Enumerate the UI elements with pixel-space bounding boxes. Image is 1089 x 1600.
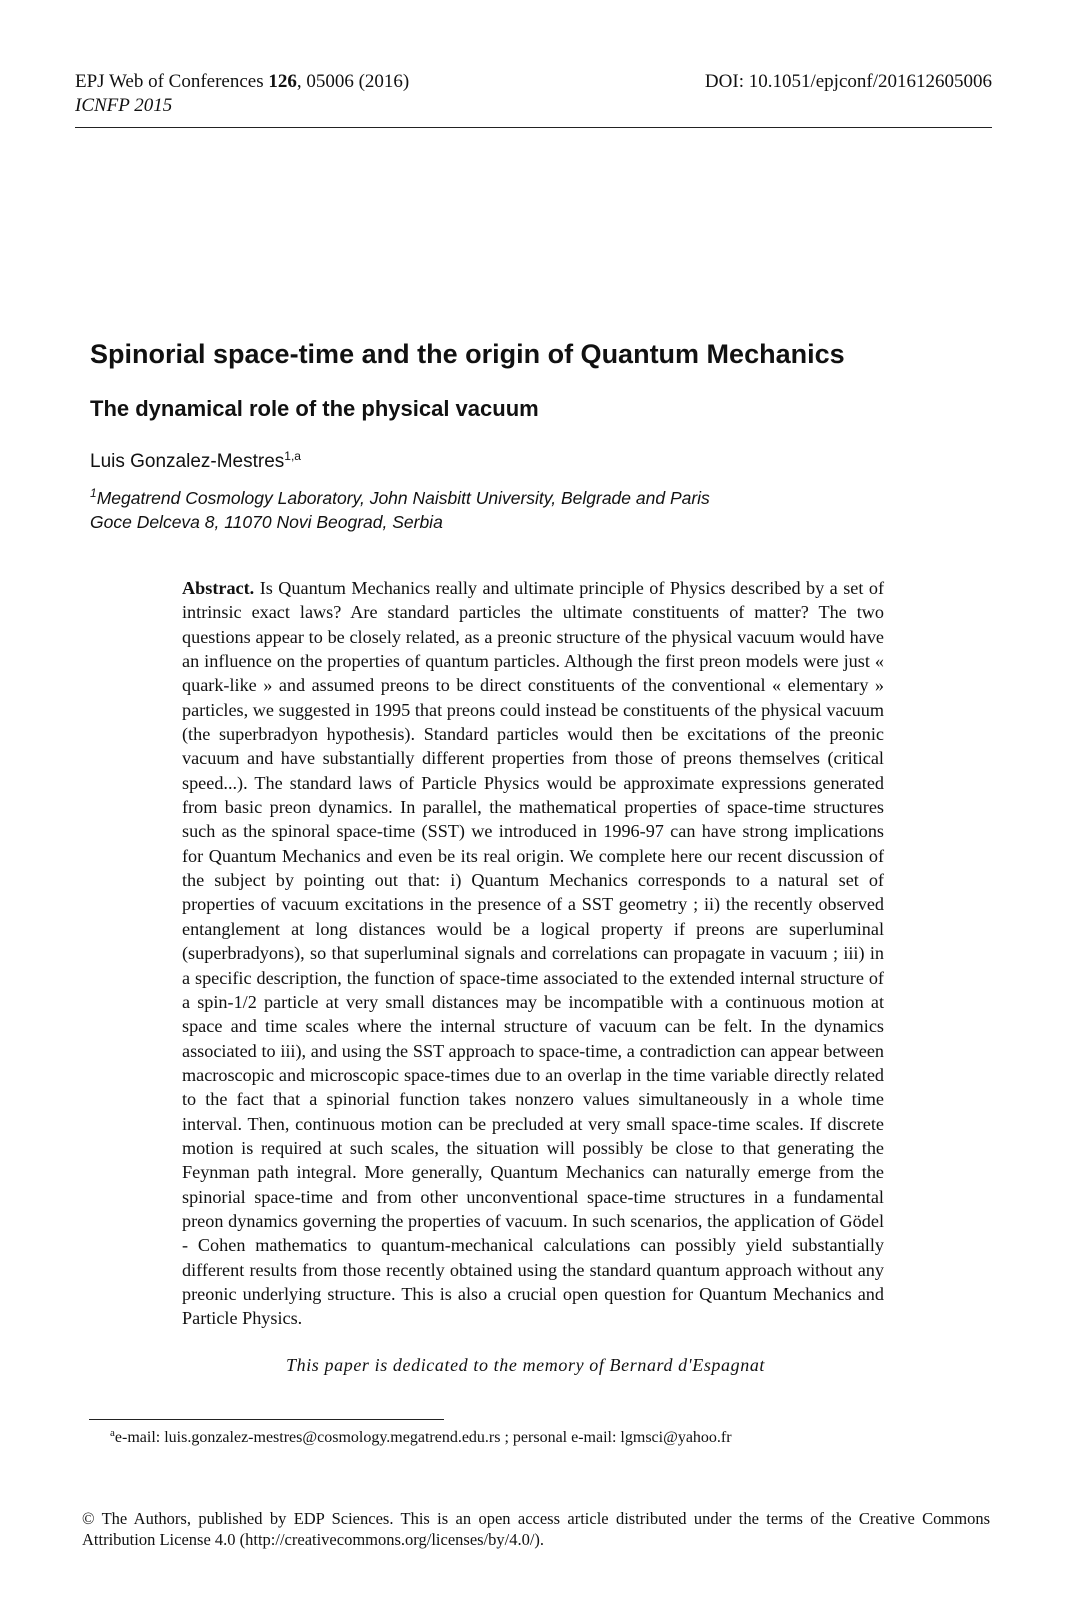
- publication-year: (2016): [358, 71, 410, 92]
- conference-name: ICNFP 2015: [75, 95, 173, 116]
- footnote: [110, 1427, 732, 1449]
- footnote-mark: a: [110, 1427, 115, 1439]
- paper-subtitle: The dynamical role of the physical vacuum: [90, 396, 539, 421]
- abstract: [182, 576, 884, 1331]
- abstract-label: Abstract.: [182, 578, 255, 598]
- journal-name: EPJ Web of Conferences: [75, 71, 264, 92]
- affiliation-line-1: [90, 486, 710, 510]
- author-line: [90, 450, 301, 474]
- footnote-email-text: e-mail: luis.gonzalez-mestres@cosmology.megatrend.edu.rs ; personal e-mail: lgmsci@yahoo.fr: [114, 1429, 732, 1446]
- author-affiliation-marks: 1,a: [284, 449, 301, 463]
- affiliation-mark: 1: [90, 486, 97, 500]
- author-name: Luis Gonzalez-Mestres: [90, 451, 285, 472]
- license-notice: © The Authors, published by EDP Sciences. This is an open access article distributed under the terms of the Creative Commons Attribution License 4.0 (http://creativecommons.org/licenses/by/4.0/).: [82, 1509, 990, 1549]
- affiliation-institution: Megatrend Cosmology Laboratory, John Naisbitt University, Belgrade and Paris: [96, 488, 710, 508]
- journal-citation: [75, 70, 409, 94]
- affiliation: [90, 486, 710, 534]
- dedication: This paper is dedicated to the memory of Bernard d'Espagnat: [286, 1355, 766, 1375]
- affiliation-line-2: Goce Delceva 8, 11070 Novi Beograd, Serbia: [90, 512, 443, 532]
- abstract-text: Is Quantum Mechanics really and ultimate principle of Physics described by a set of intrinsic exact laws? Are standard particles the ultimate constituents of matter? The two questions appear to be closely related, as a preonic structure of the physical vacuum would have an influence on the properties of quantum particles. Although the first preon models were just « quark-like » and assumed preons to be direct constituents of the conventional « elementary » particles, we suggested in 1995 that preons could instead be constituents of the physical vacuum (the superbradyon hypothesis). Standard particles would then be excitations of the preonic vacuum and have substantially different properties from those of preons themselves (critical speed...). The standard laws of Particle Physics would be approximate expressions generated from basic preon dynamics. In parallel, the mathematical properties of space-time structures such as the spinoral space-time (SST) we introduced in 1996-97 can have strong implications for Quantum Mechanics and even be its real origin. We complete here our recent discussion of the subject by pointing out that: i) Quantum Mechanics corresponds to a natural set of properties of vacuum excitations in the presence of a SST geometry ; ii) the recently observed entanglement at long distances would be a logical property if preons are superluminal (superbradyons), so that superluminal signals and correlations can propagate in vacuum ; iii) in a specific description, the function of space-time associated to the extended internal structure of a spin-1/2 particle at very small distances may be incompatible with a continuous motion at space and time scales where the internal structure of vacuum can be felt. In the dynamics associated to iii), and using the SST approach to space-time, a contradiction can appear between macroscopic and microscopic space-times due to an overlap in the time variable directly related to the fact that a spinorial function takes nonzero values simultaneously in a whole time interval. Then, continuous motion can be precluded at very small space-time scales. If discrete motion is required at such scales, the situation will possibly be close to that generating the Feynman path integral. More generally, Quantum Mechanics can naturally emerge from the spinorial space-time and from other unconventional space-time structures in a fundamental preon dynamics governing the properties of vacuum. In such scenarios, the application of Gödel - Cohen mathematics to quantum-mechanical calculations can possibly yield substantially different results from those recently obtained using the standard quantum approach without any preonic underlying structure. This is also a crucial open question for Quantum Mechanics and Particle Physics.: [182, 578, 884, 1329]
- header-divider: [75, 127, 992, 128]
- doi-link[interactable]: DOI: 10.1051/epjconf/201612605006: [704, 71, 992, 92]
- article-number: , 05006: [296, 71, 354, 92]
- running-header: [75, 70, 409, 118]
- footnote-divider: [89, 1419, 444, 1420]
- journal-volume: 126: [268, 71, 297, 92]
- paper-title: Spinorial space-time and the origin of Quantum Mechanics: [90, 339, 845, 369]
